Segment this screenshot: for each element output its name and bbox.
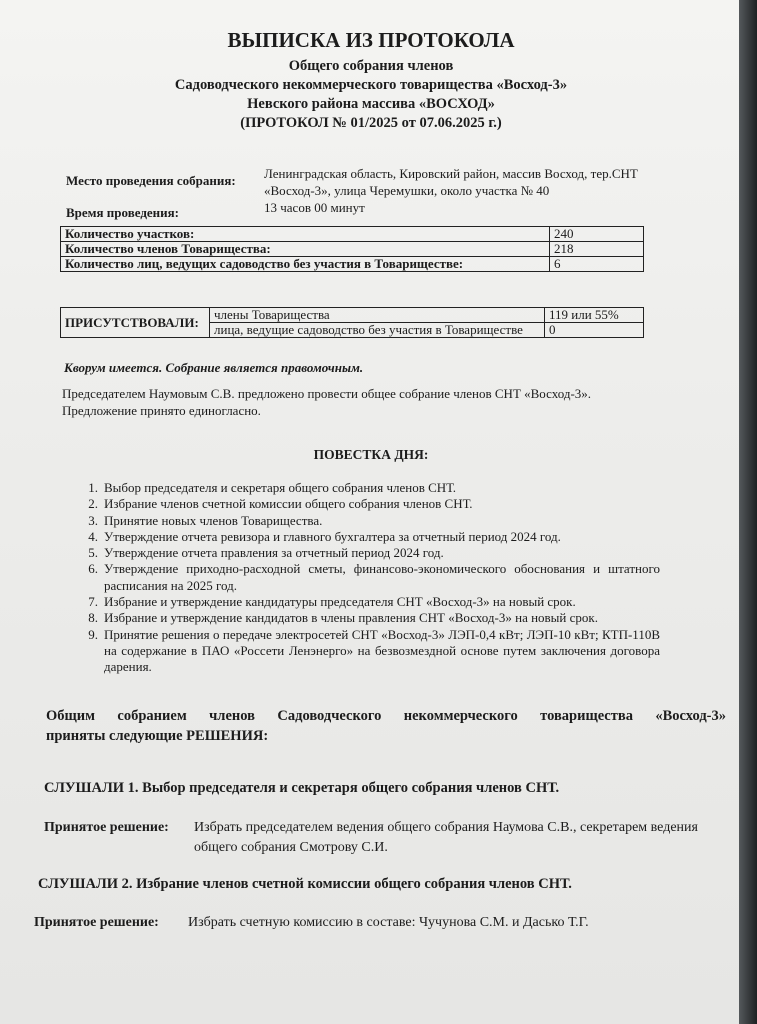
time-value: 13 часов 00 минут xyxy=(264,200,365,215)
protocol-number: (ПРОТОКОЛ № 01/2025 от 07.06.2025 г.) xyxy=(240,115,502,131)
count-label: Количество участков: xyxy=(61,227,550,242)
count-value: 218 xyxy=(550,242,644,257)
quorum-statement: Кворум имеется. Собрание является правомочным. xyxy=(64,360,364,375)
list-item: 9. Принятие решения о передаче электросетей СНТ «Восход-3» ЛЭП-0,4 кВт; ЛЭП-10 кВт; КТП-110В на содержание в ПАО «Россети Ленэнерго» на безвозмездной основе путем заключения договора дарения. xyxy=(88,626,660,675)
time-label: Время проведения: xyxy=(66,205,180,220)
list-item: 1. Выбор председателя и секретаря общего собрания членов СНТ. xyxy=(88,480,457,495)
present-label: ПРИСУТСТВОВАЛИ: xyxy=(61,308,210,338)
list-item: 7. Избрание и утверждение кандидатуры председателя СНТ «Восход-3» на новый срок. xyxy=(88,594,576,610)
list-item: 8. Избрание и утверждение кандидатов в члены правления СНТ «Восход-3» на новый срок. xyxy=(88,610,598,626)
count-value: 240 xyxy=(550,227,644,242)
agenda-list xyxy=(60,480,660,676)
table-row xyxy=(61,308,644,323)
decision-label: Принятое решение: xyxy=(34,915,159,930)
present-table xyxy=(60,307,644,338)
subtitle-line: Садоводческого некоммерческого товарищества «Восход-3» xyxy=(174,77,568,93)
proposal-text: Председателем Наумовым С.В. предложено провести общее собрание членов СНТ «Восход-3». xyxy=(62,386,592,401)
background-edge xyxy=(739,0,757,1024)
count-value: 6 xyxy=(550,257,644,272)
table-row xyxy=(61,227,644,242)
place-label: Место проведения собрания: xyxy=(66,173,236,188)
subtitle-line: Общего собрания членов xyxy=(288,58,454,74)
decision-text: Избрать счетную комиссию в составе: Чучунова С.М. и Дасько Т.Г. xyxy=(188,915,589,930)
decision-label: Принятое решение: xyxy=(44,820,169,835)
place-value: Ленинградская область, Кировский район, массив Восход, тер.СНТ xyxy=(264,166,638,181)
counts-table xyxy=(60,226,644,272)
place-value: «Восход-3», улица Черемушки, около участка № 40 xyxy=(264,183,550,198)
heard-item-title: СЛУШАЛИ 1. Выбор председателя и секретаря общего собрания членов СНТ. xyxy=(44,780,560,796)
present-value: 0 xyxy=(545,323,644,338)
present-value: 119 или 55% xyxy=(545,308,644,323)
decision-text: Избрать председателем ведения общего собрания Наумова С.В., секретарем ведения xyxy=(194,820,698,835)
table-row xyxy=(61,242,644,257)
list-item: 4. Утверждение отчета ревизора и главного бухгалтера за отчетный период 2024 год. xyxy=(88,528,561,544)
list-item: 5. Утверждение отчета правления за отчетный период 2024 год. xyxy=(88,545,444,561)
document-title: ВЫПИСКА ИЗ ПРОТОКОЛА xyxy=(227,28,515,52)
present-category: лица, ведущие садоводство без участия в Товариществе xyxy=(210,323,545,338)
list-item: 6. Утверждение приходно-расходной сметы, финансово-экономического обоснования и штатного расписания на 2025 год. xyxy=(88,561,660,593)
present-category: члены Товарищества xyxy=(210,308,545,323)
decision-text: общего собрания Смотрову С.И. xyxy=(194,840,388,855)
decisions-intro: Общим собранием членов Садоводческого некоммерческого товарищества «Восход-3» xyxy=(46,708,726,724)
heard-item-title: СЛУШАЛИ 2. Избрание членов счетной комиссии общего собрания членов СНТ. xyxy=(38,876,572,892)
list-item: 2. Избрание членов счетной комиссии общего собрания членов СНТ. xyxy=(88,496,473,512)
count-label: Количество лиц, ведущих садоводство без участия в Товариществе: xyxy=(61,257,550,272)
list-item: 3. Принятие новых членов Товарищества. xyxy=(88,512,323,528)
subtitle-line: Невского района массива «ВОСХОД» xyxy=(247,96,495,112)
count-label: Количество членов Товарищества: xyxy=(61,242,550,257)
table-row xyxy=(61,257,644,272)
proposal-result: Предложение принято единогласно. xyxy=(62,403,261,418)
decisions-intro: приняты следующие РЕШЕНИЯ: xyxy=(46,728,269,744)
agenda-title: ПОВЕСТКА ДНЯ: xyxy=(313,447,429,462)
